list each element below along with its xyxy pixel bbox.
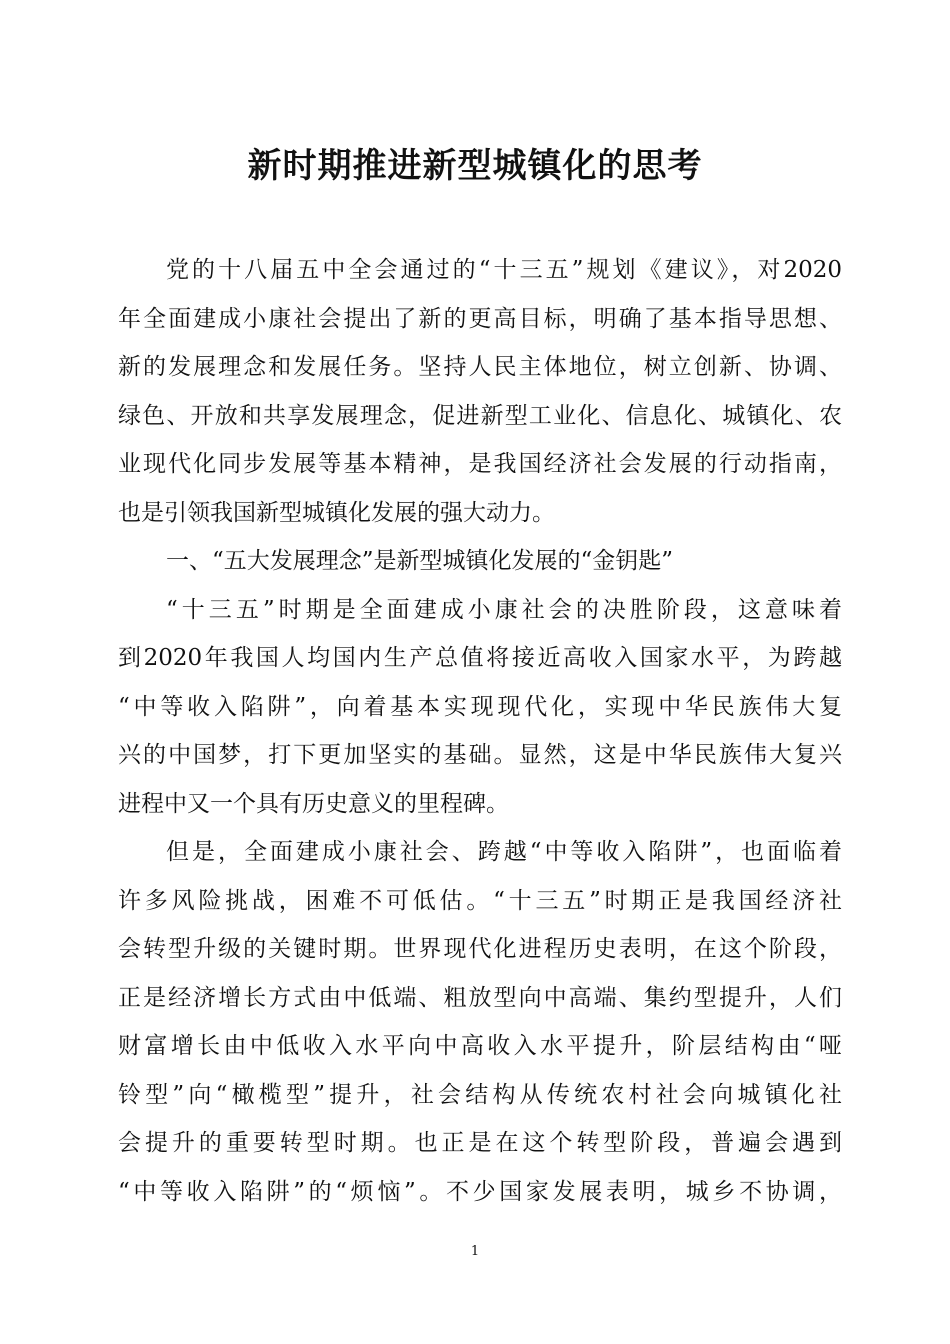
- text-line: 兴的中国梦，打下更加坚实的基础。显然，这是中华民族伟大复兴: [118, 742, 842, 768]
- document-body: [118, 246, 842, 1216]
- text-line: 但是，全面建成小康社会、跨越“中等收入陷阱”，也面临着: [166, 839, 842, 865]
- text-line: 会转型升级的关键时期。世界现代化进程历史表明，在这个阶段，: [118, 936, 842, 962]
- text-line: 到2020年我国人均国内生产总值将接近高收入国家水平，为跨越: [118, 645, 842, 671]
- text-line: 铃型”向“橄榄型”提升，社会结构从传统农村社会向城镇化社: [118, 1081, 842, 1108]
- text-line: “中等收入陷阱”的“烦恼”。不少国家发展表明，城乡不协调，: [118, 1178, 842, 1205]
- text-line: 也是引领我国新型城镇化发展的强大动力。: [118, 499, 555, 526]
- section-heading: 一、“五大发展理念”是新型城镇化发展的“金钥匙”: [166, 548, 674, 574]
- text-line: “十三五”时期是全面建成小康社会的决胜阶段，这意味着: [166, 596, 842, 623]
- text-line: 新的发展理念和发展任务。坚持人民主体地位，树立创新、协调、: [118, 354, 842, 380]
- text-line: 业现代化同步发展等基本精神，是我国经济社会发展的行动指南，: [118, 451, 842, 477]
- text-line: 进程中又一个具有历史意义的里程碑。: [118, 790, 509, 817]
- text-line: 正是经济增长方式由中低端、粗放型向中高端、集约型提升，人们: [118, 984, 842, 1011]
- text-line: “中等收入陷阱”，向着基本实现现代化，实现中华民族伟大复: [118, 693, 842, 720]
- page-number: 1: [470, 1244, 480, 1259]
- text-line: 党的十八届五中全会通过的“十三五”规划《建议》，对2020: [166, 257, 842, 283]
- text-line: 绿色、开放和共享发展理念，促进新型工业化、信息化、城镇化、农: [118, 402, 842, 429]
- document-title: 新时期推进新型城镇化的思考: [247, 146, 703, 186]
- text-line: 会提升的重要转型时期。也正是在这个转型阶段，普遍会遇到: [118, 1130, 842, 1156]
- text-line: 年全面建成小康社会提出了新的更高目标，明确了基本指导思想、: [118, 305, 842, 332]
- text-line: 许多风险挑战，困难不可低估。“十三五”时期正是我国经济社: [118, 887, 842, 914]
- text-line: 财富增长由中低收入水平向中高收入水平提升，阶层结构由“哑: [118, 1033, 842, 1059]
